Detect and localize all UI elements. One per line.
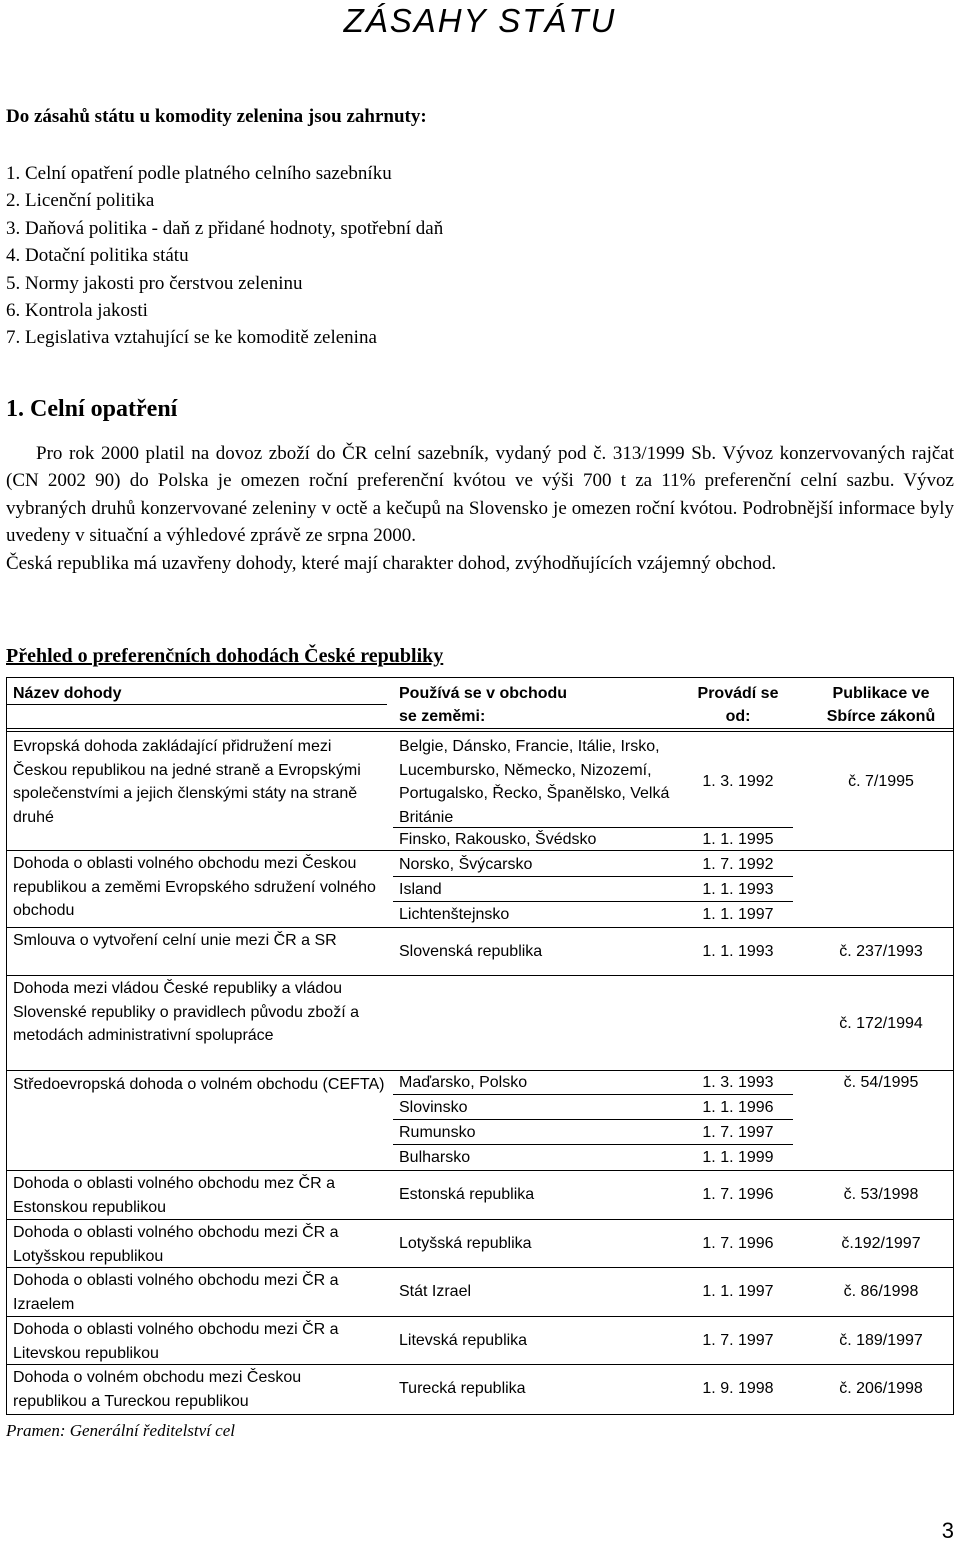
- divider: [7, 1170, 953, 1171]
- table-cell-publication: č. 7/1995: [848, 773, 914, 790]
- table-cell-date: 1. 3. 1992: [702, 773, 774, 790]
- table-cell-publication: č. 172/1994: [839, 1015, 923, 1032]
- agreements-table: [6, 677, 954, 1415]
- table-cell-countries: Stát Izrael: [399, 1283, 472, 1300]
- table-cell-date: 1. 7. 1996: [702, 1235, 774, 1252]
- table-cell-countries: Finsko, Rakousko, Švédsko: [399, 831, 597, 848]
- table-cell-publication: č. 86/1998: [843, 1283, 919, 1300]
- paragraph: Česká republika má uzavřeny dohody, které mají charakter dohod, zvýhodňujících vzájemný obchod.: [6, 552, 777, 574]
- table-cell-countries: Lotyšská republika: [399, 1235, 532, 1252]
- table-cell-date: 1. 1. 1999: [702, 1149, 774, 1166]
- table-cell-countries: Slovenská republika: [399, 943, 543, 960]
- table-cell-publication: č. 189/1997: [839, 1332, 923, 1349]
- list-item: 1. Celní opatření podle platného celního sazebníku: [6, 163, 392, 184]
- column-header: od:: [725, 708, 751, 725]
- column-header: Sbírce zákonů: [826, 708, 936, 725]
- divider: [393, 876, 793, 877]
- table-cell-countries: Slovinsko: [399, 1099, 468, 1116]
- list-item: 7. Legislativa vztahující se ke komoditě zelenina: [6, 327, 377, 349]
- table-cell-countries: Bulharsko: [399, 1149, 471, 1166]
- list-item: 5. Normy jakosti pro čerstvou zeleninu: [6, 272, 303, 294]
- section-body: [6, 440, 954, 577]
- table-cell-date: 1. 3. 1993: [702, 1074, 774, 1091]
- table-cell-countries: Estonská republika: [399, 1186, 535, 1203]
- table-cell-countries: Turecká republika: [399, 1380, 526, 1397]
- table-cell-publication: č.192/1997: [841, 1235, 921, 1252]
- table-cell-publication: č. 54/1995: [843, 1074, 919, 1091]
- table-cell-date: 1. 1. 1993: [702, 943, 774, 960]
- table-cell-date: 1. 1. 1997: [702, 906, 774, 923]
- table-cell-date: 1. 1. 1997: [702, 1283, 774, 1300]
- divider: [7, 1364, 953, 1365]
- measures-list: [6, 160, 443, 352]
- list-item: 2. Licenční politika: [6, 190, 155, 212]
- table-cell-publication: č. 237/1993: [839, 943, 923, 960]
- divider: [393, 1119, 793, 1120]
- list-item: 6. Kontrola jakosti: [6, 299, 148, 321]
- table-cell-countries: Lichtenštejnsko: [399, 906, 510, 923]
- column-header: Název dohody: [13, 685, 122, 702]
- table-cell-countries: Rumunsko: [399, 1124, 476, 1141]
- source-note: Pramen: Generální ředitelství cel: [6, 1421, 235, 1440]
- table-cell-agreement: Dohoda o oblasti volného obchodu mez ČR a Estonskou republikou: [13, 1175, 335, 1216]
- table-cell-countries: Norsko, Švýcarsko: [399, 856, 533, 873]
- list-item: 3. Daňová politika - daň z přidané hodnoty, spotřební daň: [6, 217, 444, 239]
- divider: [393, 1144, 793, 1145]
- divider: [7, 731, 953, 732]
- divider: [7, 1219, 953, 1220]
- table-cell-agreement: Dohoda mezi vládou České republiky a vládou Slovenské republiky o pravidlech původu zboží a metodách administrativní spolupráce: [13, 980, 359, 1044]
- table-cell-agreement: Dohoda o oblasti volného obchodu mezi ČR a Lotyšskou republikou: [13, 1224, 339, 1265]
- page-number: 3: [941, 1518, 954, 1543]
- table-cell-publication: č. 53/1998: [843, 1186, 919, 1203]
- table-cell-countries: Maďarsko, Polsko: [399, 1074, 528, 1091]
- table-cell-date: 1. 7. 1997: [702, 1124, 774, 1141]
- divider: [7, 927, 953, 928]
- table-cell-publication: č. 206/1998: [839, 1380, 923, 1397]
- divider: [7, 1267, 953, 1268]
- table-cell-date: 1. 9. 1998: [702, 1380, 774, 1397]
- table-cell-countries: Island: [399, 881, 442, 898]
- table-title: Přehled o preferenčních dohodách České republiky: [6, 645, 444, 667]
- table-cell-countries: Belgie, Dánsko, Francie, Itálie, Irsko, Lucembursko, Německo, Nizozemí, Portugalsko, Řecko, Španělsko, Velká Británie: [399, 738, 670, 826]
- table-cell-countries: Litevská republika: [399, 1332, 528, 1349]
- table-cell-agreement: Dohoda o oblasti volného obchodu mezi Českou republikou a zeměmi Evropského sdružení volného obchodu: [13, 855, 376, 919]
- table-cell-date: 1. 7. 1992: [702, 856, 774, 873]
- table-cell-agreement: Dohoda o oblasti volného obchodu mezi ČR a Izraelem: [13, 1272, 339, 1313]
- table-cell-agreement: Dohoda o volném obchodu mezi Českou republikou a Tureckou republikou: [13, 1369, 302, 1410]
- divider: [7, 850, 953, 851]
- table-cell-date: 1. 1. 1995: [702, 831, 774, 848]
- divider: [7, 704, 387, 705]
- divider: [393, 1094, 793, 1095]
- paragraph: Pro rok 2000 platil na dovoz zboží do ČR celní sazebník, vydaný pod č. 313/1999 Sb. Vývoz konzervovaných rajčat (CN 2002 90) do Polska je omezen roční preferenční kvótou ve výši 700 t za 11% preferenční celní sazbu. Vývoz vybraných druhů konzervované zeleniny v octě a kečupů na Slovensko je omezen roční kvótou. Podrobnější informace byly uvedeny v situační a výhledové zprávě ze srpna 2000.: [6, 443, 954, 547]
- table-cell-agreement: Evropská dohoda zakládající přidružení mezi Českou republikou na jedné straně a Evropskými společenstvími a jejich členskými státy na straně druhé: [13, 738, 361, 826]
- section-heading: 1. Celní opatření: [6, 396, 178, 422]
- intro-heading: Do zásahů státu u komodity zelenina jsou zahrnuty:: [6, 106, 427, 127]
- page-title: ZÁSAHY STÁTU: [343, 2, 617, 39]
- column-header: Provádí se: [697, 685, 779, 702]
- divider: [7, 728, 953, 729]
- table-cell-agreement: Středoevropská dohoda o volném obchodu (CEFTA): [13, 1076, 385, 1093]
- table-cell-date: 1. 1. 1993: [702, 881, 774, 898]
- table-cell-date: 1. 7. 1997: [702, 1332, 774, 1349]
- table-cell-date: 1. 1. 1996: [702, 1099, 774, 1116]
- column-header: Publikace ve: [832, 685, 930, 702]
- table-cell-agreement: Smlouva o vytvoření celní unie mezi ČR a SR: [13, 932, 337, 949]
- column-header: Používá se v obchodu: [399, 685, 568, 702]
- table-cell-date: 1. 7. 1996: [702, 1186, 774, 1203]
- table-cell-agreement: Dohoda o oblasti volného obchodu mezi ČR a Litevskou republikou: [13, 1321, 339, 1362]
- divider: [393, 901, 793, 902]
- divider: [7, 975, 953, 976]
- divider: [7, 1316, 953, 1317]
- list-item: 4. Dotační politika státu: [6, 245, 189, 267]
- column-header: se zeměmi:: [399, 708, 486, 725]
